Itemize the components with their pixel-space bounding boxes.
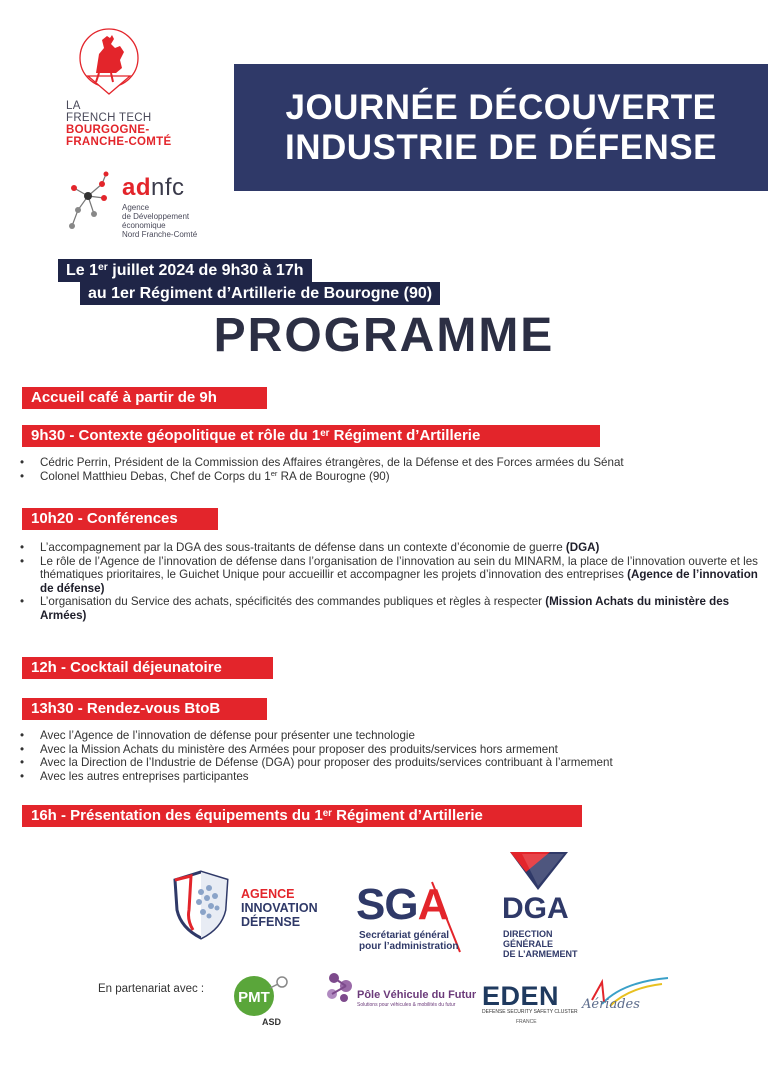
list-item: • Avec les autres entreprises participantes <box>20 770 760 784</box>
french-tech-text: LA FRENCH TECH BOURGOGNE- FRANCHE-COMTÉ <box>66 100 172 148</box>
section-accueil: Accueil café à partir de 9h <box>22 387 267 409</box>
list-10h20 <box>20 541 760 623</box>
event-location: au 1er Régiment d’Artillerie de Bourogne (90) <box>80 282 440 305</box>
section-13h30: 13h30 - Rendez-vous BtoB <box>22 698 267 720</box>
title-line-1: JOURNÉE DÉCOUVERTE <box>285 87 717 127</box>
aid-text: AGENCE INNOVATION DÉFENSE <box>241 887 318 929</box>
pvf-logo: Pôle Véhicule du Futur <box>357 989 477 1001</box>
list-item: • Avec la Mission Achats du ministère des Armées pour proposer des produits/services hors armement <box>20 743 760 757</box>
section-12h: 12h - Cocktail déjeunatoire <box>22 657 273 679</box>
list-item: • Avec la Direction de l’Industrie de Défense (DGA) pour proposer des produits/services contribuant à l’armement <box>20 756 760 770</box>
list-item: • Cédric Perrin, Président de la Commission des Affaires étrangères, de la Défense et des Forces armées du Sénat <box>20 456 760 470</box>
eden-logo: EDEN <box>482 981 560 1011</box>
programme-heading: PROGRAMME <box>213 309 555 362</box>
dga-subtitle: DIRECTION GÉNÉRALE DE L’ARMEMENT <box>503 929 578 959</box>
list-item: • Le rôle de l’Agence de l’innovation de défense dans l’organisation de l’innovation au sein du MINARM, la place de l’innovation ouverte et les thématiques prioritaires, le Guichet Unique pour accueillir et accompagner les projets d’innovation des entreprises (Agence de l’innovation de défense) <box>20 555 760 596</box>
list-item: • Avec l’Agence de l’innovation de défense pour présenter une technologie <box>20 729 760 743</box>
french-tech-logo <box>66 26 196 148</box>
list-9h30 <box>20 456 760 483</box>
list-item: • Colonel Matthieu Debas, Chef de Corps du 1er RA de Bourogne (90) <box>20 470 760 484</box>
event-title-banner <box>234 64 768 191</box>
dga-logo: DGA <box>502 892 569 925</box>
shield-icon <box>171 870 231 940</box>
list-item: • L’organisation du Service des achats, spécificités des commandes publiques et règles à respecter (Mission Achats du ministère des Armées) <box>20 595 760 622</box>
section-10h20: 10h20 - Conférences <box>22 508 218 530</box>
event-date: Le 1er juillet 2024 de 9h30 à 17h <box>58 259 312 282</box>
rooster-icon <box>66 26 152 96</box>
aid-logo <box>171 870 231 945</box>
dga-arrow-icon <box>508 848 570 892</box>
aeriades-logo: Aériades <box>582 997 640 1012</box>
pvf-icon <box>324 970 358 1004</box>
eden-subtitle: DEFENSE SECURITY SAFETY CLUSTER <box>482 1009 578 1015</box>
pvf-subtitle: Solutions pour véhicules & mobilités du futur <box>357 1002 456 1008</box>
eden-country: FRANCE <box>516 1019 537 1025</box>
sga-logo: SGA <box>356 880 449 929</box>
partner-label: En partenariat avec : <box>98 983 205 995</box>
section-16h: 16h - Présentation des équipements du 1er Régiment d’Artillerie <box>22 805 582 827</box>
asd-label: ASD <box>262 1017 282 1027</box>
svg-text:PMT: PMT <box>238 989 270 1006</box>
sga-subtitle: Secrétariat général pour l’administration <box>359 930 459 952</box>
adnfc-logo: adnfc Agence de Développement économique Nord Franche-Comté <box>64 170 214 240</box>
list-13h30 <box>20 729 760 783</box>
network-icon <box>64 170 120 236</box>
list-item: • L’accompagnement par la DGA des sous-traitants de défense dans un contexte d’économie de guerre (DGA) <box>20 541 760 555</box>
title-line-2: INDUSTRIE DE DÉFENSE <box>285 127 717 167</box>
section-9h30: 9h30 - Contexte géopolitique et rôle du 1er Régiment d’Artillerie <box>22 425 600 447</box>
